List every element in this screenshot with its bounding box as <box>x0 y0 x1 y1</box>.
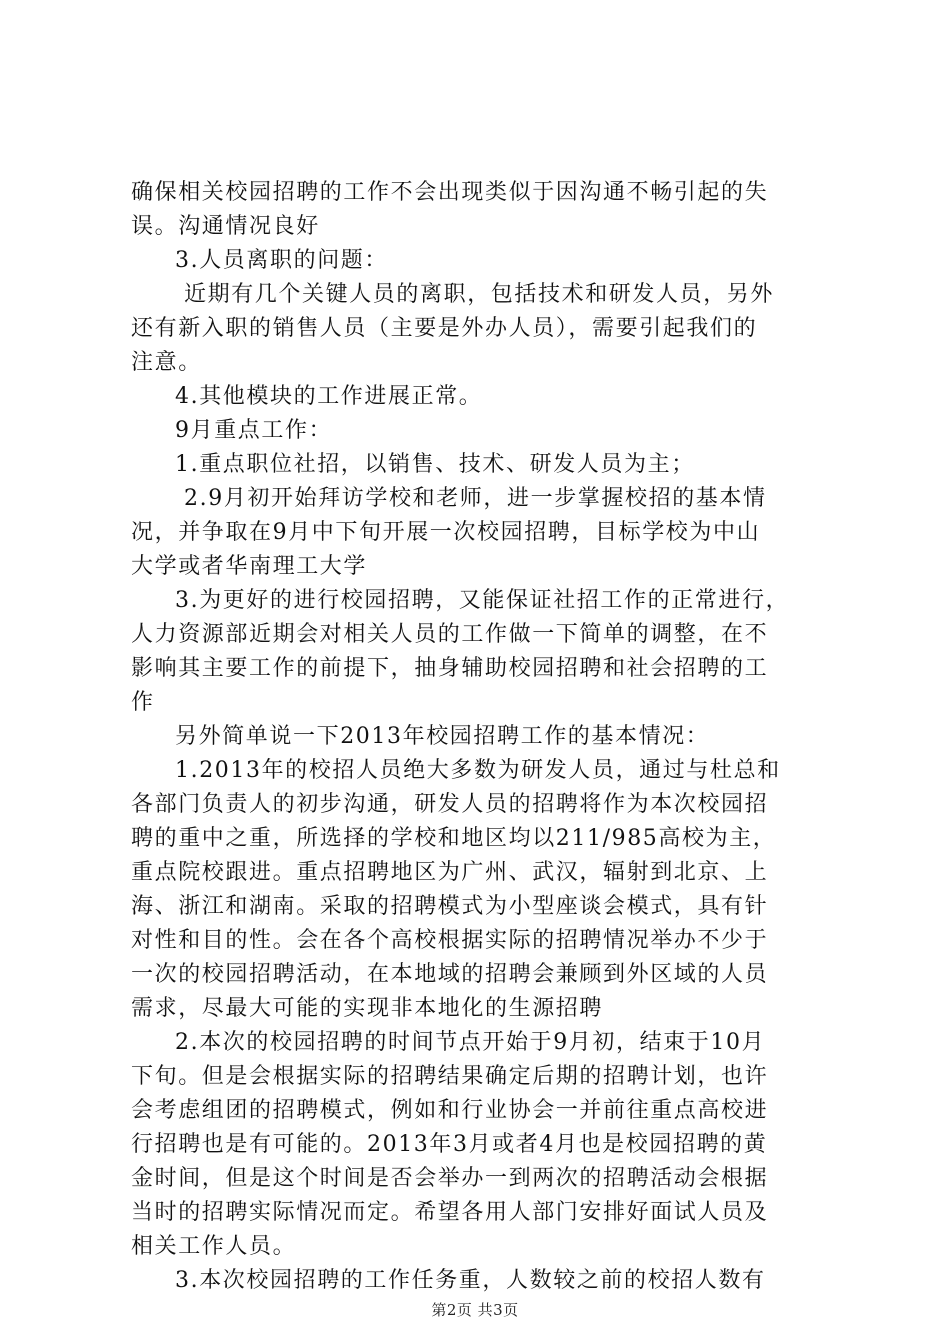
text-line: 2.9月初开始拜访学校和老师，进一步掌握校招的基本情 <box>184 486 767 511</box>
text-line: 各部门负责人的初步沟通，研发人员的招聘将作为本次校园招 <box>131 792 769 817</box>
text-line: 作 <box>131 690 155 715</box>
text-line: 还有新入职的销售人员（主要是外办人员），需要引起我们的 <box>131 316 758 341</box>
text-line: 金时间，但是这个时间是否会举办一到两次的招聘活动会根据 <box>131 1166 769 1191</box>
text-line: 当时的招聘实际情况而定。希望各用人部门安排好面试人员及 <box>131 1200 769 1225</box>
text-line: 对性和目的性。会在各个高校根据实际的招聘情况举办不少于 <box>131 928 769 953</box>
text-line: 3.为更好的进行校园招聘，又能保证社招工作的正常进行， <box>175 588 790 613</box>
text-line: 9月重点工作： <box>175 418 333 443</box>
text-line: 近期有几个关键人员的离职，包括技术和研发人员，另外 <box>184 282 775 307</box>
text-line: 1.2013年的校招人员绝大多数为研发人员，通过与杜总和 <box>175 758 781 783</box>
text-line: 下旬。但是会根据实际的招聘结果确定后期的招聘计划，也许 <box>131 1064 769 1089</box>
text-line: 会考虑组团的招聘模式，例如和行业协会一并前往重点高校进 <box>131 1098 769 1123</box>
text-line: 重点院校跟进。重点招聘地区为广州、武汉，辐射到北京、上 <box>131 860 769 885</box>
text-line: 相关工作人员。 <box>131 1234 297 1259</box>
text-line: 3.人员离职的问题： <box>175 248 388 273</box>
text-line: 行招聘也是有可能的。2013年3月或者4月也是校园招聘的黄 <box>131 1132 768 1157</box>
text-line: 一次的校园招聘活动，在本地域的招聘会兼顾到外区域的人员 <box>131 962 769 987</box>
text-line: 2.本次的校园招聘的时间节点开始于9月初，结束于10月 <box>175 1030 766 1055</box>
text-line: 海、浙江和湖南。采取的招聘模式为小型座谈会模式，具有针 <box>131 894 769 919</box>
text-line: 需求，尽最大可能的实现非本地化的生源招聘 <box>131 996 604 1021</box>
text-line: 况，并争取在9月中下旬开展一次校园招聘，目标学校为中山 <box>131 520 761 545</box>
text-line: 聘的重中之重，所选择的学校和地区均以211/985高校为主， <box>131 826 777 851</box>
page-number-footer: 第2页 共3页 <box>431 1301 519 1319</box>
text-line: 确保相关校园招聘的工作不会出现类似于因沟通不畅引起的失 <box>131 180 769 205</box>
text-line: 人力资源部近期会对相关人员的工作做一下简单的调整，在不 <box>131 622 769 647</box>
text-line: 误。沟通情况良好 <box>131 214 320 239</box>
text-line: 影响其主要工作的前提下，抽身辅助校园招聘和社会招聘的工 <box>131 656 769 681</box>
text-line: 大学或者华南理工大学 <box>131 554 368 579</box>
text-line: 3.本次校园招聘的工作任务重，人数较之前的校招人数有 <box>175 1268 766 1293</box>
text-line: 4.其他模块的工作进展正常。 <box>175 384 483 409</box>
text-line: 另外简单说一下2013年校园招聘工作的基本情况： <box>175 724 710 749</box>
text-line: 1.重点职位社招，以销售、技术、研发人员为主； <box>175 452 695 477</box>
text-line: 注意。 <box>131 350 202 375</box>
